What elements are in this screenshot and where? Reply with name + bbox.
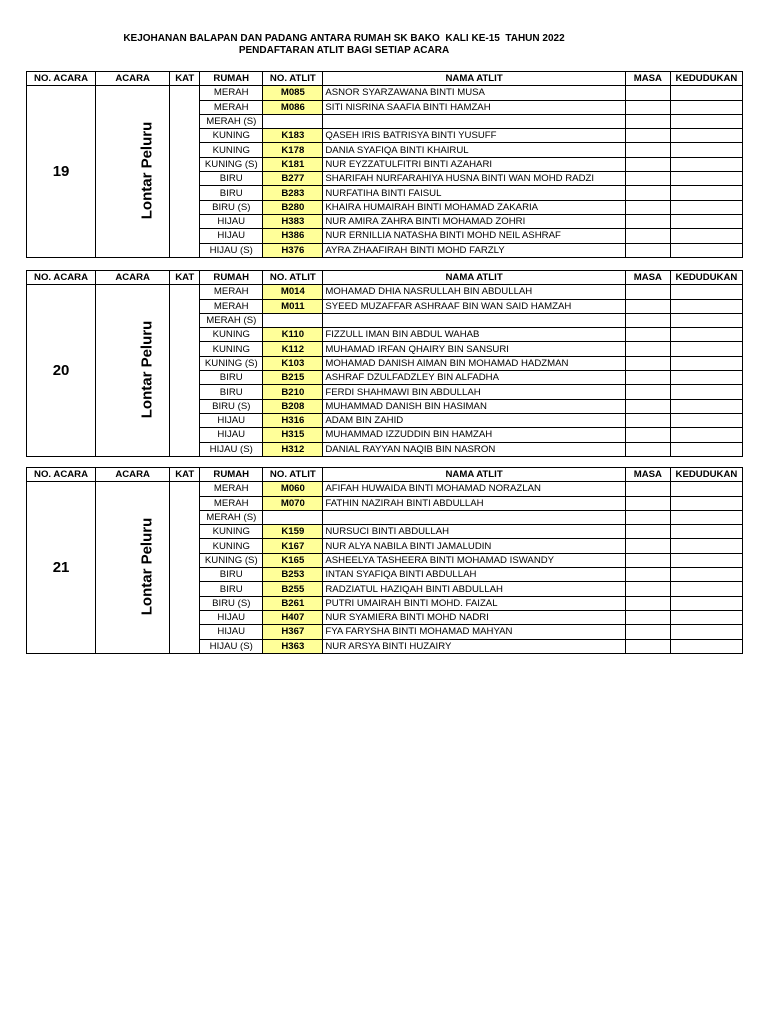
time-cell: [625, 525, 670, 539]
athlete-name-cell: MUHAMMAD IZZUDDIN BIN HAMZAH: [323, 428, 625, 442]
category-cell: [170, 285, 200, 457]
athlete-name-cell: ASHRAF DZULFADZLEY BIN ALFADHA: [323, 371, 625, 385]
house-cell: BIRU (S): [200, 399, 263, 413]
col-header-no-atlit: NO. ATLIT: [263, 468, 323, 482]
athlete-name-cell: NUR ARSYA BINTI HUZAIRY: [323, 639, 625, 653]
house-cell: KUNING: [200, 539, 263, 553]
event-name: Lontar Peluru: [138, 121, 156, 220]
time-cell: [625, 582, 670, 596]
athlete-name-cell: MUHAMAD IRFAN QHAIRY BIN SANSURI: [323, 342, 625, 356]
position-cell: [670, 342, 742, 356]
house-cell: KUNING: [200, 525, 263, 539]
athlete-number-cell: K183: [263, 129, 323, 143]
col-header-rumah: RUMAH: [200, 271, 263, 285]
house-cell: KUNING (S): [200, 356, 263, 370]
athlete-name-cell: NUR ALYA NABILA BINTI JAMALUDIN: [323, 539, 625, 553]
table-row: [27, 86, 743, 100]
house-cell: MERAH: [200, 100, 263, 114]
athlete-number-cell: H312: [263, 442, 323, 456]
position-cell: [670, 313, 742, 327]
time-cell: [625, 299, 670, 313]
athlete-number-cell: K178: [263, 143, 323, 157]
house-cell: MERAH: [200, 299, 263, 313]
position-cell: [670, 172, 742, 186]
position-cell: [670, 596, 742, 610]
athlete-name-cell: SHARIFAH NURFARAHIYA HUSNA BINTI WAN MOHD RADZI: [323, 172, 625, 186]
time-cell: [625, 172, 670, 186]
event-name: Lontar Peluru: [138, 320, 156, 419]
time-cell: [625, 356, 670, 370]
athlete-number-cell: [263, 313, 323, 327]
house-cell: KUNING: [200, 143, 263, 157]
category-cell: [170, 482, 200, 654]
athlete-number-cell: K181: [263, 157, 323, 171]
house-cell: KUNING: [200, 342, 263, 356]
athlete-number-cell: B210: [263, 385, 323, 399]
athlete-name-cell: DANIAL RAYYAN NAQIB BIN NASRON: [323, 442, 625, 456]
col-header-nama-atlit: NAMA ATLIT: [323, 72, 625, 86]
col-header-acara: ACARA: [96, 271, 170, 285]
position-cell: [670, 186, 742, 200]
time-cell: [625, 639, 670, 653]
house-cell: KUNING: [200, 129, 263, 143]
athlete-number-cell: M011: [263, 299, 323, 313]
athlete-number-cell: [263, 510, 323, 524]
athlete-name-cell: SYEED MUZAFFAR ASHRAAF BIN WAN SAID HAMZAH: [323, 299, 625, 313]
athlete-name-cell: INTAN SYAFIQA BINTI ABDULLAH: [323, 568, 625, 582]
col-header-masa: MASA: [625, 271, 670, 285]
athlete-number-cell: H376: [263, 243, 323, 257]
house-cell: MERAH (S): [200, 510, 263, 524]
athlete-name-cell: FATHIN NAZIRAH BINTI ABDULLAH: [323, 496, 625, 510]
athlete-number-cell: B255: [263, 582, 323, 596]
athlete-name-cell: FIZZULL IMAN BIN ABDUL WAHAB: [323, 328, 625, 342]
time-cell: [625, 371, 670, 385]
house-cell: BIRU: [200, 186, 263, 200]
house-cell: HIJAU: [200, 625, 263, 639]
col-header-rumah: RUMAH: [200, 468, 263, 482]
athlete-name-cell: NUR ERNILLIA NATASHA BINTI MOHD NEIL ASHRAF: [323, 229, 625, 243]
athlete-name-cell: QASEH IRIS BATRISYA BINTI YUSUFF: [323, 129, 625, 143]
position-cell: [670, 428, 742, 442]
time-cell: [625, 157, 670, 171]
athlete-number-cell: M014: [263, 285, 323, 299]
athlete-number-cell: B253: [263, 568, 323, 582]
athlete-name-cell: FERDI SHAHMAWI BIN ABDULLAH: [323, 385, 625, 399]
house-cell: BIRU: [200, 385, 263, 399]
col-header-no-acara: NO. ACARA: [27, 468, 96, 482]
category-cell: [170, 86, 200, 258]
athlete-number-cell: B277: [263, 172, 323, 186]
house-cell: HIJAU: [200, 413, 263, 427]
position-cell: [670, 371, 742, 385]
table-row: [27, 285, 743, 299]
position-cell: [670, 157, 742, 171]
athlete-number-cell: M085: [263, 86, 323, 100]
time-cell: [625, 596, 670, 610]
time-cell: [625, 539, 670, 553]
event-name: Lontar Peluru: [138, 517, 156, 616]
position-cell: [670, 100, 742, 114]
athlete-name-cell: NURFATIHA BINTI FAISUL: [323, 186, 625, 200]
house-cell: HIJAU: [200, 610, 263, 624]
col-header-no-atlit: NO. ATLIT: [263, 72, 323, 86]
position-cell: [670, 553, 742, 567]
col-header-acara: ACARA: [96, 72, 170, 86]
position-cell: [670, 610, 742, 624]
athlete-name-cell: MOHAMAD DHIA NASRULLAH BIN ABDULLAH: [323, 285, 625, 299]
athlete-name-cell: NUR AMIRA ZAHRA BINTI MOHAMAD ZOHRI: [323, 214, 625, 228]
event-table: [26, 467, 743, 654]
time-cell: [625, 200, 670, 214]
event-number: 19: [27, 86, 96, 258]
time-cell: [625, 385, 670, 399]
time-cell: [625, 553, 670, 567]
position-cell: [670, 625, 742, 639]
time-cell: [625, 86, 670, 100]
col-header-no-acara: NO. ACARA: [27, 271, 96, 285]
house-cell: HIJAU (S): [200, 639, 263, 653]
time-cell: [625, 413, 670, 427]
athlete-name-cell: NURSUCI BINTI ABDULLAH: [323, 525, 625, 539]
athlete-name-cell: ASNOR SYARZAWANA BINTI MUSA: [323, 86, 625, 100]
athlete-name-cell: ADAM BIN ZAHID: [323, 413, 625, 427]
athlete-number-cell: [263, 114, 323, 128]
col-header-kat: KAT: [170, 271, 200, 285]
position-cell: [670, 200, 742, 214]
athlete-number-cell: B215: [263, 371, 323, 385]
time-cell: [625, 313, 670, 327]
event-name-cell: [96, 482, 170, 654]
athlete-name-cell: SITI NISRINA SAAFIA BINTI HAMZAH: [323, 100, 625, 114]
house-cell: BIRU: [200, 172, 263, 186]
time-cell: [625, 143, 670, 157]
time-cell: [625, 399, 670, 413]
position-cell: [670, 356, 742, 370]
col-header-masa: MASA: [625, 468, 670, 482]
col-header-kedudukan: KEDUDUKAN: [670, 72, 742, 86]
table-row: [27, 482, 743, 496]
page-subtitle: PENDAFTARAN ATLIT BAGI SETIAP ACARA: [238, 45, 450, 56]
time-cell: [625, 496, 670, 510]
athlete-number-cell: H367: [263, 625, 323, 639]
time-cell: [625, 100, 670, 114]
athlete-number-cell: K112: [263, 342, 323, 356]
athlete-name-cell: KHAIRA HUMAIRAH BINTI MOHAMAD ZAKARIA: [323, 200, 625, 214]
house-cell: MERAH (S): [200, 313, 263, 327]
athlete-name-cell: NUR EYZZATULFITRI BINTI AZAHARI: [323, 157, 625, 171]
position-cell: [670, 214, 742, 228]
athlete-name-cell: ASHEELYA TASHEERA BINTI MOHAMAD ISWANDY: [323, 553, 625, 567]
house-cell: BIRU: [200, 371, 263, 385]
position-cell: [670, 442, 742, 456]
position-cell: [670, 582, 742, 596]
event-name-cell: [96, 86, 170, 258]
athlete-number-cell: B208: [263, 399, 323, 413]
position-cell: [670, 285, 742, 299]
position-cell: [670, 510, 742, 524]
position-cell: [670, 496, 742, 510]
house-cell: KUNING (S): [200, 553, 263, 567]
position-cell: [670, 399, 742, 413]
event-number: 21: [27, 482, 96, 654]
house-cell: HIJAU: [200, 428, 263, 442]
position-cell: [670, 539, 742, 553]
position-cell: [670, 385, 742, 399]
col-header-rumah: RUMAH: [200, 72, 263, 86]
house-cell: KUNING: [200, 328, 263, 342]
col-header-no-acara: NO. ACARA: [27, 72, 96, 86]
position-cell: [670, 86, 742, 100]
time-cell: [625, 482, 670, 496]
col-header-acara: ACARA: [96, 468, 170, 482]
athlete-number-cell: M070: [263, 496, 323, 510]
house-cell: HIJAU (S): [200, 442, 263, 456]
position-cell: [670, 114, 742, 128]
position-cell: [670, 229, 742, 243]
athlete-number-cell: K167: [263, 539, 323, 553]
athlete-name-cell: [323, 114, 625, 128]
position-cell: [670, 482, 742, 496]
col-header-kedudukan: KEDUDUKAN: [670, 271, 742, 285]
col-header-nama-atlit: NAMA ATLIT: [323, 468, 625, 482]
house-cell: BIRU: [200, 568, 263, 582]
athlete-name-cell: [323, 313, 625, 327]
athlete-number-cell: B280: [263, 200, 323, 214]
page-title: KEJOHANAN BALAPAN DAN PADANG ANTARA RUMAH SK BAKO KALI KE-15 TAHUN 2022: [123, 33, 565, 44]
time-cell: [625, 442, 670, 456]
col-header-no-atlit: NO. ATLIT: [263, 271, 323, 285]
time-cell: [625, 229, 670, 243]
house-cell: BIRU: [200, 582, 263, 596]
event-name-cell: [96, 285, 170, 457]
time-cell: [625, 510, 670, 524]
time-cell: [625, 625, 670, 639]
position-cell: [670, 129, 742, 143]
col-header-masa: MASA: [625, 72, 670, 86]
athlete-number-cell: K159: [263, 525, 323, 539]
time-cell: [625, 214, 670, 228]
house-cell: HIJAU: [200, 229, 263, 243]
athlete-name-cell: AFIFAH HUWAIDA BINTI MOHAMAD NORAZLAN: [323, 482, 625, 496]
athlete-name-cell: DANIA SYAFIQA BINTI KHAIRUL: [323, 143, 625, 157]
house-cell: MERAH: [200, 496, 263, 510]
athlete-number-cell: B261: [263, 596, 323, 610]
position-cell: [670, 328, 742, 342]
time-cell: [625, 129, 670, 143]
house-cell: HIJAU: [200, 214, 263, 228]
position-cell: [670, 243, 742, 257]
athlete-number-cell: H363: [263, 639, 323, 653]
house-cell: MERAH: [200, 482, 263, 496]
time-cell: [625, 342, 670, 356]
athlete-name-cell: FYA FARYSHA BINTI MOHAMAD MAHYAN: [323, 625, 625, 639]
header-row: [27, 468, 743, 482]
athlete-number-cell: K165: [263, 553, 323, 567]
athlete-number-cell: M086: [263, 100, 323, 114]
time-cell: [625, 610, 670, 624]
time-cell: [625, 568, 670, 582]
athlete-name-cell: RADZIATUL HAZIQAH BINTI ABDULLAH: [323, 582, 625, 596]
athlete-name-cell: MUHAMMAD DANISH BIN HASIMAN: [323, 399, 625, 413]
athlete-number-cell: H315: [263, 428, 323, 442]
house-cell: BIRU (S): [200, 200, 263, 214]
athlete-number-cell: H383: [263, 214, 323, 228]
event-number: 20: [27, 285, 96, 457]
header-row: [27, 72, 743, 86]
position-cell: [670, 639, 742, 653]
time-cell: [625, 186, 670, 200]
col-header-kat: KAT: [170, 468, 200, 482]
athlete-number-cell: M060: [263, 482, 323, 496]
athlete-number-cell: K110: [263, 328, 323, 342]
event-table: [26, 270, 743, 457]
time-cell: [625, 328, 670, 342]
time-cell: [625, 114, 670, 128]
athlete-name-cell: [323, 510, 625, 524]
time-cell: [625, 243, 670, 257]
athlete-number-cell: H407: [263, 610, 323, 624]
athlete-number-cell: H386: [263, 229, 323, 243]
house-cell: MERAH: [200, 285, 263, 299]
house-cell: BIRU (S): [200, 596, 263, 610]
event-table: [26, 71, 743, 258]
position-cell: [670, 299, 742, 313]
athlete-number-cell: B283: [263, 186, 323, 200]
position-cell: [670, 143, 742, 157]
time-cell: [625, 428, 670, 442]
athlete-number-cell: K103: [263, 356, 323, 370]
athlete-name-cell: NUR SYAMIERA BINTI MOHD NADRI: [323, 610, 625, 624]
athlete-name-cell: PUTRI UMAIRAH BINTI MOHD. FAIZAL: [323, 596, 625, 610]
house-cell: KUNING (S): [200, 157, 263, 171]
col-header-kedudukan: KEDUDUKAN: [670, 468, 742, 482]
time-cell: [625, 285, 670, 299]
athlete-number-cell: H316: [263, 413, 323, 427]
house-cell: HIJAU (S): [200, 243, 263, 257]
position-cell: [670, 568, 742, 582]
position-cell: [670, 413, 742, 427]
header-row: [27, 271, 743, 285]
col-header-kat: KAT: [170, 72, 200, 86]
athlete-name-cell: MOHAMAD DANISH AIMAN BIN MOHAMAD HADZMAN: [323, 356, 625, 370]
athlete-name-cell: AYRA ZHAAFIRAH BINTI MOHD FARZLY: [323, 243, 625, 257]
house-cell: MERAH: [200, 86, 263, 100]
col-header-nama-atlit: NAMA ATLIT: [323, 271, 625, 285]
position-cell: [670, 525, 742, 539]
house-cell: MERAH (S): [200, 114, 263, 128]
